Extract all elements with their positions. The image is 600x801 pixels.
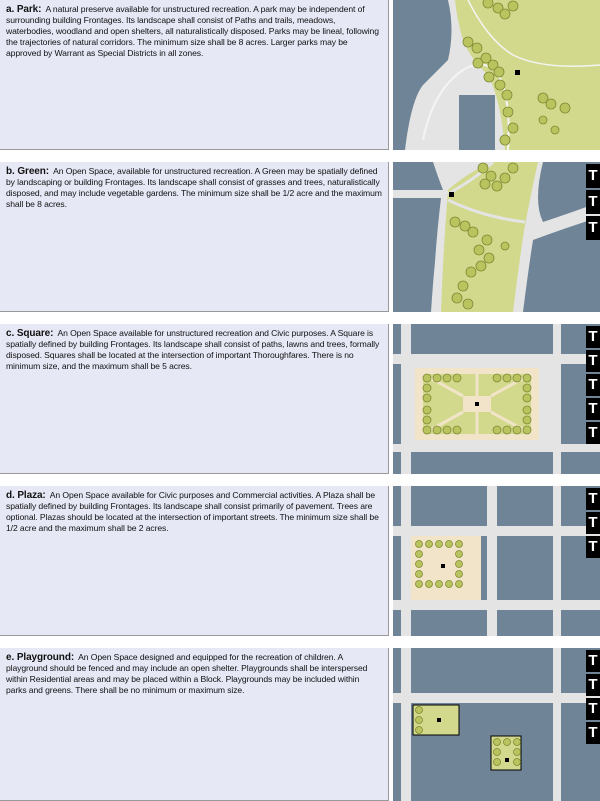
green-row	[0, 162, 600, 312]
square-tag-5: T	[586, 422, 600, 444]
playground-description-cell	[0, 648, 389, 801]
park-text: A natural preserve available for unstructured recreation. A park may be independent of surrounding building Frontages. Its landscape shall consist of Paths and trails, meadows, waterbodies, woodland and open shelters, all naturalistically disposed. Parks may be lineal, following the trajectories of natural corridors. The minimum size shall be 8 acres. Larger parks may be approved by Warrant as Special Districts in all zones.	[6, 4, 379, 58]
park-row	[0, 0, 600, 150]
playground-tag-2: T	[586, 674, 600, 696]
playground-row	[0, 648, 600, 801]
playground-diagram	[393, 648, 600, 801]
plaza-tag-3: T	[586, 536, 600, 558]
green-description-cell	[0, 162, 389, 312]
playground-tag-4: T	[586, 722, 600, 744]
playground-tag-1: T	[586, 650, 600, 672]
green-tag-1: T	[586, 164, 600, 188]
square-tag-2: T	[586, 350, 600, 372]
playground-tag-3: T	[586, 698, 600, 720]
square-diagram	[393, 324, 600, 474]
plaza-tag-2: T	[586, 512, 600, 534]
green-tag-2: T	[586, 190, 600, 214]
square-term: c. Square:	[6, 328, 54, 339]
green-text: An Open Space, available for unstructured recreation. A Green may be spatially defined by landscaping or building Frontages. Its landscape shall consist of grasses and trees, naturalistically disposed, and may include vegetable gardens. The minimum size shall be 1/2 acre and the maximum shall be 8 acres.	[6, 166, 382, 209]
green-term: b. Green:	[6, 166, 49, 177]
park-diagram	[393, 0, 600, 150]
playground-term: e. Playground:	[6, 652, 75, 663]
green-diagram	[393, 162, 600, 312]
square-tag-4: T	[586, 398, 600, 420]
square-description-cell	[0, 324, 389, 474]
plaza-description-cell	[0, 486, 389, 636]
plaza-tag-1: T	[586, 488, 600, 510]
park-term: a. Park:	[6, 4, 42, 15]
plaza-term: d. Plaza:	[6, 490, 46, 501]
square-text: An Open Space available for unstructured recreation and Civic purposes. A Square is spatially defined by building Frontages. Its landscape shall consist of paths, lawns and trees, formally disposed. Squares shall be located at the intersection of important Thoroughfares. There is no minimum size, and the maximum shall be 5 acres.	[6, 328, 380, 371]
playground-text: An Open Space designed and equipped for the recreation of children. A playground should be fenced and may include an open shelter. Playgrounds shall be interspersed within Residential areas and may be placed within a Block. Playgrounds may be included within parks and greens. There shall be no minimum or maximum size.	[6, 652, 368, 695]
plaza-row	[0, 486, 600, 636]
park-description-cell	[0, 0, 389, 150]
square-tag-1: T	[586, 326, 600, 348]
square-row	[0, 324, 600, 474]
green-tag-3: T	[586, 216, 600, 240]
square-tag-3: T	[586, 374, 600, 396]
plaza-text: An Open Space available for Civic purposes and Commercial activities. A Plaza shall be spatially defined by building Frontages. Its landscape shall consist primarily of pavement. Trees are optional. Plazas should be located at the intersection of important streets. The minimum size shall be 1/2 acre and the maximum shall be 2 acres.	[6, 490, 379, 533]
plaza-diagram	[393, 486, 600, 636]
